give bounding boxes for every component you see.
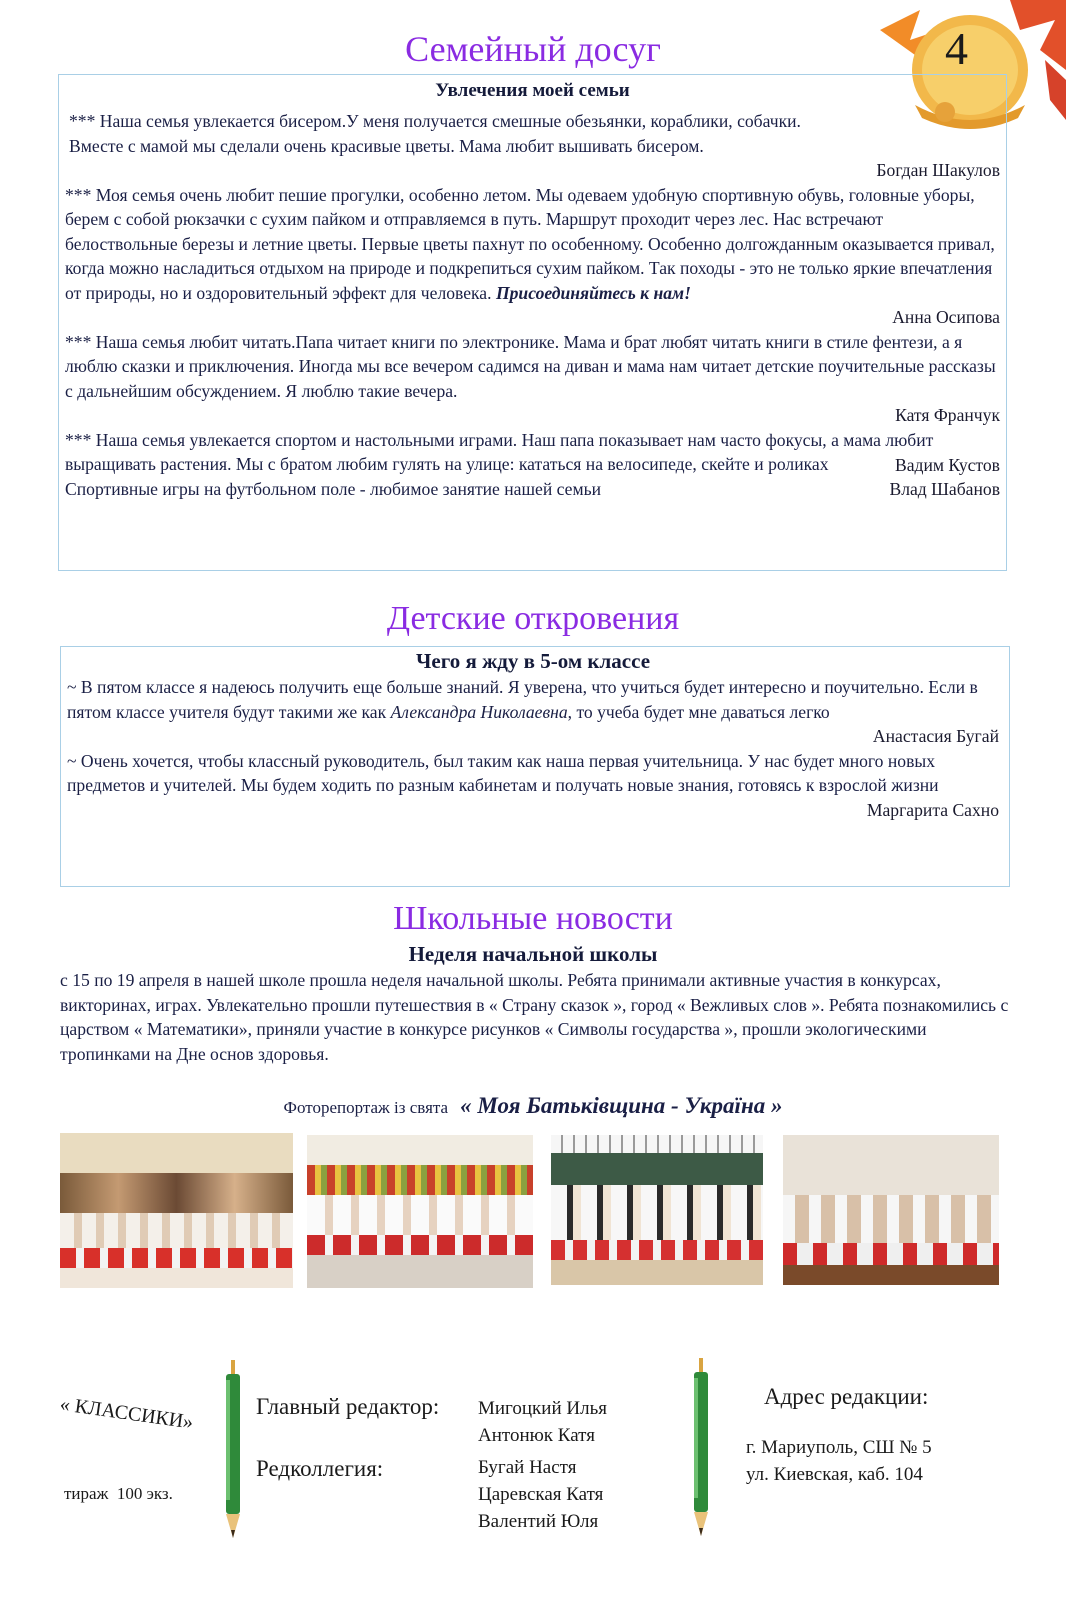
kids-entry-1: [67, 675, 999, 724]
address-line-1: г. Мариуполь, СШ № 5: [746, 1437, 932, 1458]
family-entry-4: *** Наша семья увлекается спортом и настольными играми. Наш папа показывает нам часто фокусы, а мама любит выращивать растения. Мы с братом любим гулять на улице: кататься на велосипеде, скейте и роликах: [65, 429, 934, 474]
family-author-5: Влад Шабанов: [889, 479, 1000, 499]
family-author-3: Катя Франчук: [895, 405, 1000, 425]
family-entry-2-emphasis: Присоединяйтесь к нам!: [495, 282, 691, 303]
pen-icon: [218, 1360, 248, 1540]
circulation: тираж 100 экз.: [64, 1484, 173, 1503]
kids-section-title: Детские откровения: [386, 600, 680, 637]
photo-4: [783, 1135, 999, 1285]
family-author-4: Вадим Кустов: [894, 454, 1000, 475]
photo-2: [307, 1135, 533, 1288]
brand-logo: [60, 1385, 220, 1445]
pen-icon: [686, 1358, 716, 1538]
family-section-title: Семейный досуг: [405, 29, 661, 69]
photo-3: [551, 1135, 763, 1285]
board-member-1: Бугай Настя: [478, 1457, 577, 1478]
photo-1: [60, 1133, 293, 1288]
family-entry-5-row: [65, 477, 1000, 502]
news-subtitle: Неделя начальной школы: [408, 942, 658, 966]
family-entry-2: [65, 183, 1000, 306]
address-line-2: ул. Киевская, каб. 104: [746, 1464, 923, 1485]
photo-report-title: « Моя Батьківщина - Україна »: [460, 1093, 783, 1118]
kids-subtitle: Чего я жду в 5-ом классе: [415, 649, 651, 673]
board-member-3: Валентий Юля: [478, 1511, 599, 1532]
photo-report-label: Фоторепортаж із свята: [283, 1098, 449, 1117]
kids-author-1: Анастасия Бугай: [872, 726, 999, 746]
family-author-1: Богдан Шакулов: [876, 160, 1000, 180]
family-box: [58, 74, 1007, 571]
family-entry-1: *** Наша семья увлекается бисером.У меня получается смешные обезьянки, кораблики, собачки. Вместе с мамой мы сделали очень красивые цветы. Мама любит вышивать бисером.: [69, 111, 801, 156]
board-member-2: Царевская Катя: [478, 1484, 604, 1505]
kids-entry-2: ~ Очень хочется, чтобы классный руководитель, был таким как наша первая учительница. У нас будет много новых предметов и учителей. Мы будем ходить по разным кабинетам и получать новые знания, готовясь к взрослой жизни: [67, 750, 939, 795]
kids-author-2: Маргарита Сахно: [866, 799, 999, 820]
page-number: 4: [945, 23, 968, 74]
family-entry-5: Спортивные игры на футбольном поле - любимое занятие нашей семьи: [65, 479, 602, 499]
kids-entry-1-text: ~ В пятом классе я надеюсь получить еще больше знаний. Я уверена, что учиться будет интересно и поучительно. Если в пятом классе учителя будут такими же как: [67, 677, 978, 722]
editor-label: Главный редактор:: [256, 1394, 440, 1419]
kids-entry-1-italic: Александра Николаевна: [390, 701, 568, 722]
family-entry-2-text: *** Моя семья очень любит пешие прогулки, особенно летом. Мы одеваем удобную спортивную обувь, головные уборы, берем с собой рюкзачки с сухим пайком и отправляемся в путь. Маршрут проходит через лес. Нас встречают белоствольные березы и летние цветы. Первые цветы пахнут по особенному. Особенно долгожданным оказывается привал, когда можно насладиться отдыхом на природе и подкрепиться сухим пайком. Так походы - это не только яркие впечатления от природы, но и оздоровительный эффект для человека.: [65, 184, 995, 303]
editor-2: Антонюк Катя: [478, 1425, 595, 1446]
kids-entry-1-text-end: , то учеба будет мне даваться легко: [567, 701, 830, 722]
board-label: Редколлегия:: [256, 1456, 384, 1481]
family-entry-3: *** Наша семья любит читать.Папа читает книги по электронике. Мама и брат любят читать книги в стиле фентези, а я люблю сказки и приключения. Иногда мы все вечером садимся на диван и мама нам читает детские поучительные рассказы с дальнейшим обсуждением. Я люблю такие вечера.: [65, 331, 996, 401]
editor-1: Мигоцкий Илья: [478, 1398, 607, 1419]
family-author-2: Анна Осипова: [892, 307, 1000, 327]
kids-box: [60, 646, 1010, 887]
brand-text: « КЛАССИКИ»: [58, 1393, 195, 1434]
photo-report-caption: [0, 1093, 1066, 1119]
address-label: Адрес редакции:: [764, 1384, 929, 1409]
news-text: с 15 по 19 апреля в нашей школе прошла неделя начальной школы. Ребята принимали активные участия в конкурсах, викторинах, играх. Увлекательно прошли путешествия в « Страну сказок », город « Вежливых слов ». Ребята познакомились с царством « Математики», приняли участие в конкурсе рисунков « Символы государства », прошли экологическими тропинками на Дне основ здоровья.: [60, 970, 1009, 1064]
family-subtitle: Увлечения моей семьи: [435, 80, 630, 101]
news-section-title: Школьные новости: [393, 900, 673, 937]
